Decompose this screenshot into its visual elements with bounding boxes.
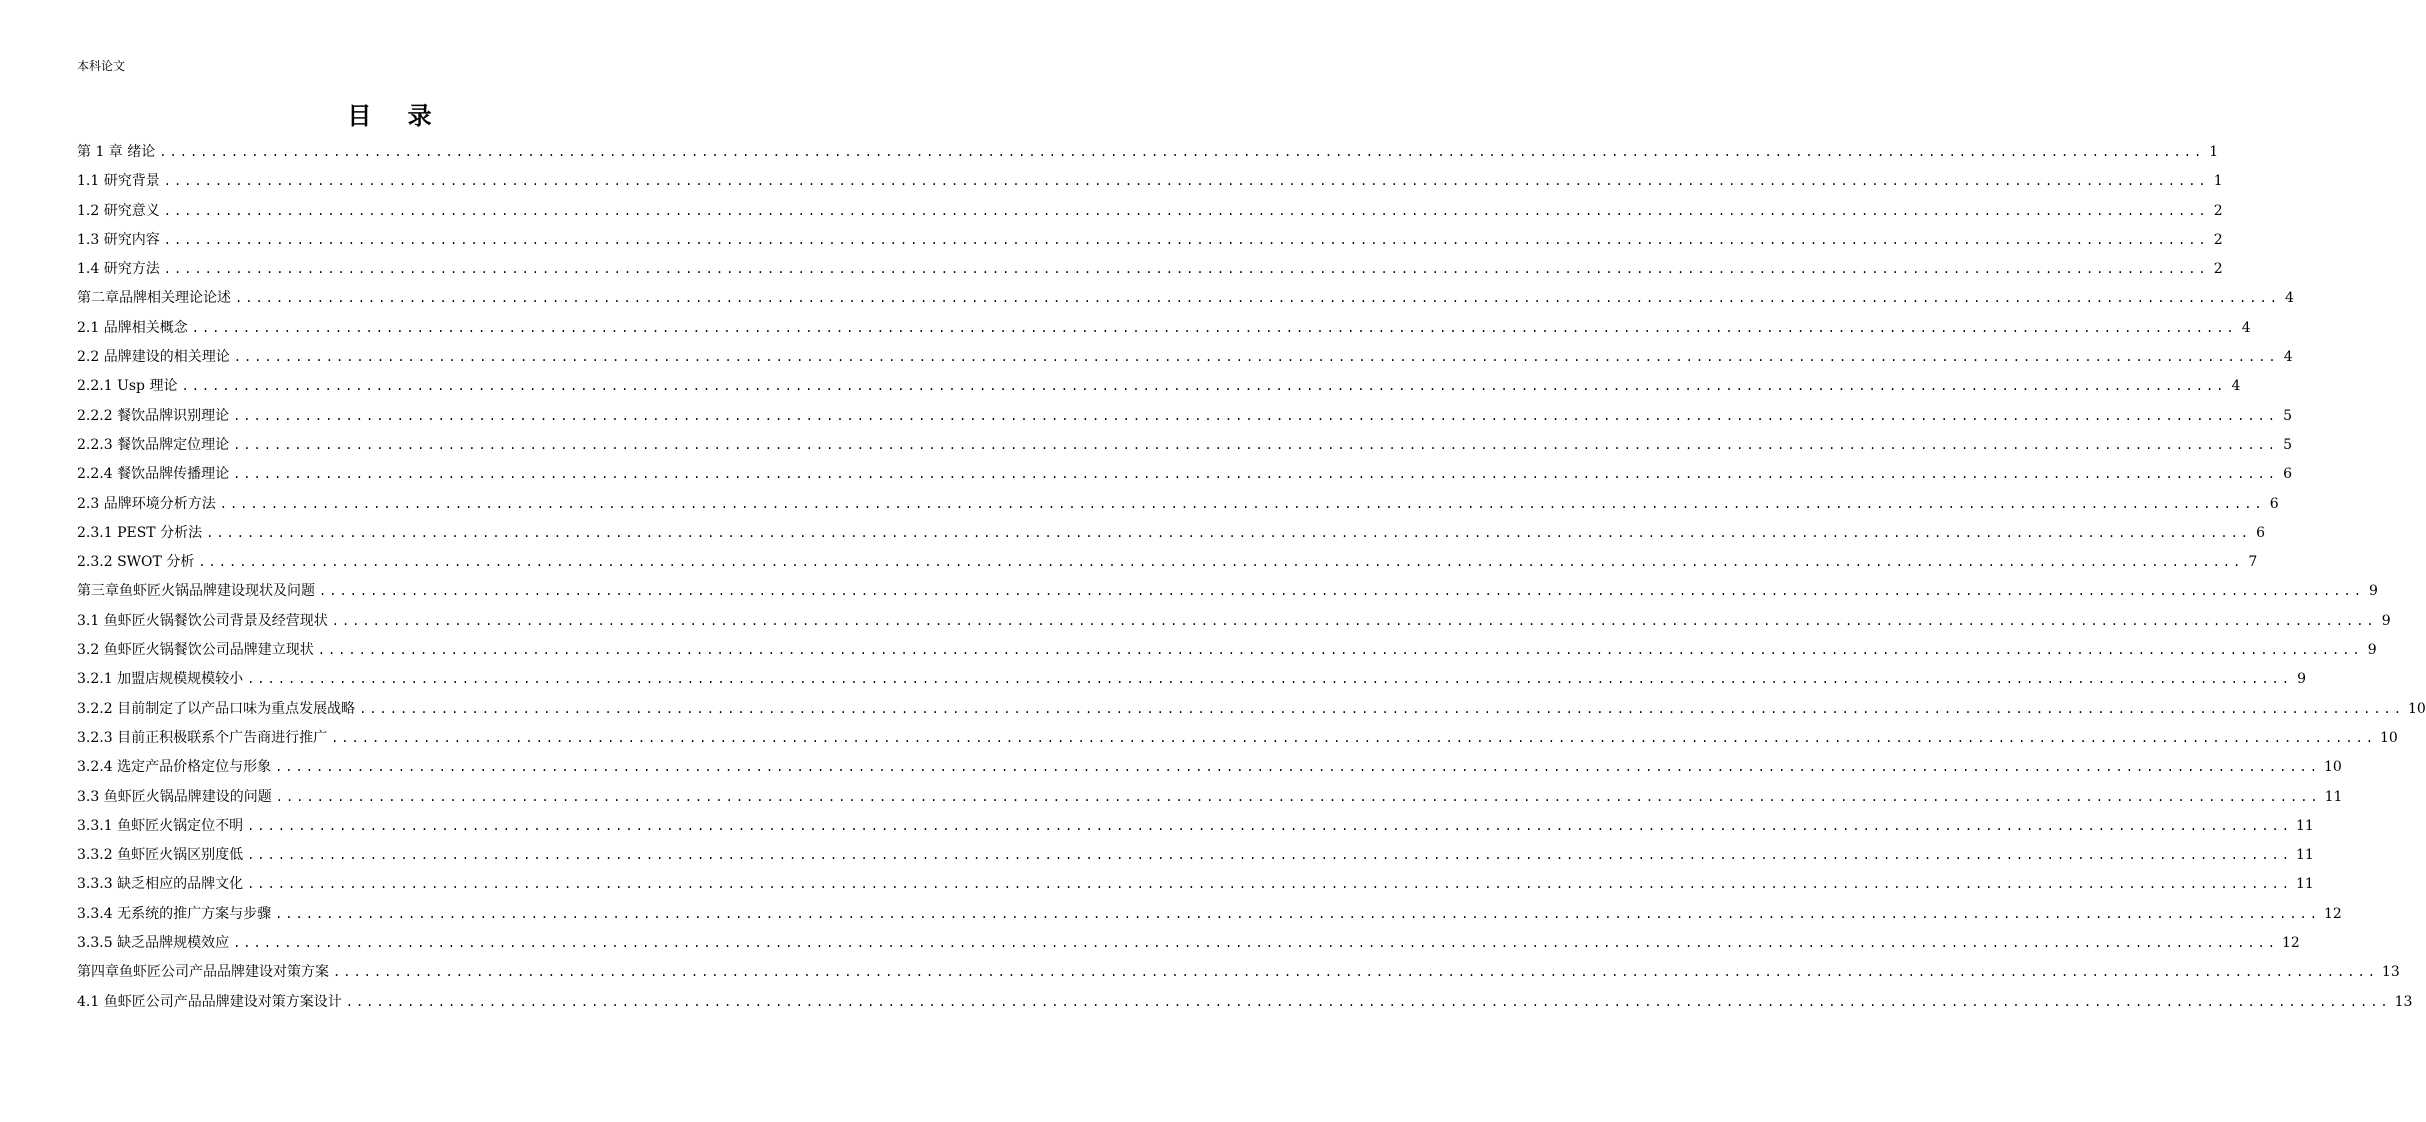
toc-dot-leader: ........................................................................................................................................................................................................ bbox=[247, 848, 2292, 863]
toc-entry-title: 3.2.2 目前制定了以产品口味为重点发展战略 bbox=[77, 700, 356, 717]
toc-entry[interactable] bbox=[77, 783, 2343, 812]
toc-entry[interactable] bbox=[77, 812, 2314, 841]
toc-dot-leader: ........................................................................................................................................................................................................ bbox=[247, 672, 2292, 687]
toc-entry-page-number: 9 bbox=[2369, 583, 2378, 600]
toc-entry-title: 第三章鱼虾匠火锅品牌建设现状及问题 bbox=[77, 583, 315, 600]
toc-entry-page-number: 10 bbox=[2408, 700, 2426, 717]
toc-entry[interactable] bbox=[77, 548, 2258, 577]
toc-entry[interactable] bbox=[77, 753, 2342, 782]
toc-entry-page-number: 11 bbox=[2296, 817, 2314, 834]
toc-entry-title: 3.1 鱼虾匠火锅餐饮公司背景及经营现状 bbox=[77, 612, 328, 629]
toc-entry-page-number: 10 bbox=[2324, 759, 2342, 776]
toc-entry-page-number: 4 bbox=[2241, 319, 2251, 336]
toc-entry-page-number: 4 bbox=[2285, 290, 2294, 307]
toc-entry-title: 2.1 品牌相关概念 bbox=[77, 319, 188, 336]
toc-entry-page-number: 9 bbox=[2381, 612, 2391, 629]
toc-entry[interactable] bbox=[77, 138, 2219, 167]
toc-entry[interactable] bbox=[77, 519, 2266, 548]
toc-entry[interactable] bbox=[77, 841, 2314, 870]
toc-entry[interactable] bbox=[77, 900, 2342, 929]
toc-dot-leader: ........................................................................................................................................................................................................ bbox=[163, 262, 2209, 277]
toc-entry[interactable] bbox=[77, 284, 2294, 313]
toc-entry[interactable] bbox=[77, 490, 2279, 519]
toc-dot-leader: ........................................................................................................................................................................................................ bbox=[159, 145, 2205, 159]
toc-dot-leader: ........................................................................................................................................................................................................ bbox=[163, 232, 2209, 247]
toc-entry-page-number: 2 bbox=[2213, 261, 2223, 278]
toc-entry-page-number: 11 bbox=[2324, 788, 2343, 805]
toc-entry[interactable] bbox=[77, 870, 2314, 899]
toc-entry-page-number: 11 bbox=[2296, 847, 2314, 864]
toc-entry[interactable] bbox=[77, 431, 2292, 460]
toc-entry-title: 1.3 研究内容 bbox=[77, 231, 160, 248]
toc-entry[interactable] bbox=[77, 958, 2400, 987]
toc-entry-title: 2.2.3 餐饮品牌定位理论 bbox=[77, 436, 230, 453]
toc-entry-page-number: 12 bbox=[2324, 905, 2342, 922]
toc-entry[interactable] bbox=[77, 343, 2293, 372]
toc-entry[interactable] bbox=[77, 372, 2241, 401]
toc-dot-leader: ........................................................................................................................................................................................................ bbox=[319, 584, 2364, 599]
toc-dot-leader: ........................................................................................................................................................................................................ bbox=[219, 496, 2265, 511]
toc-entry-title: 3.3.5 缺乏品牌规模效应 bbox=[77, 935, 230, 952]
toc-entry[interactable] bbox=[77, 314, 2251, 343]
toc-dot-leader: ........................................................................................................................................................................................................ bbox=[233, 350, 2279, 365]
toc-dot-leader: ........................................................................................................................................................................................................ bbox=[181, 379, 2227, 394]
toc-entry[interactable] bbox=[77, 577, 2378, 606]
toc-dot-leader: ........................................................................................................................................................................................................ bbox=[247, 818, 2292, 833]
toc-entry-page-number: 12 bbox=[2282, 935, 2300, 952]
toc-entry-title: 3.3.1 鱼虾匠火锅定位不明 bbox=[77, 817, 244, 834]
toc-entry[interactable] bbox=[77, 636, 2377, 665]
toc-entry-page-number: 2 bbox=[2213, 202, 2223, 219]
toc-entry-title: 3.2.4 选定产品价格定位与形象 bbox=[77, 759, 272, 776]
toc-entry[interactable] bbox=[77, 402, 2292, 431]
toc-entry-title: 2.2.1 Usp 理论 bbox=[77, 378, 178, 395]
toc-entry-title: 1.1 研究背景 bbox=[77, 173, 160, 190]
toc-entry-title: 3.3 鱼虾匠火锅品牌建设的问题 bbox=[77, 788, 272, 805]
toc-dot-leader: ........................................................................................................................................................................................................ bbox=[275, 906, 2320, 921]
toc-entry-page-number: 1 bbox=[2209, 144, 2219, 160]
document-header-label: 本科论文 bbox=[77, 59, 126, 73]
toc-entry-page-number: 7 bbox=[2248, 554, 2258, 571]
toc-entry-page-number: 5 bbox=[2283, 436, 2292, 453]
toc-entry[interactable] bbox=[77, 460, 2292, 489]
toc-entry-title: 第二章品牌相关理论论述 bbox=[77, 290, 231, 307]
toc-dot-leader: ........................................................................................................................................................................................................ bbox=[275, 760, 2320, 775]
toc-entry-page-number: 13 bbox=[2394, 993, 2413, 1010]
toc-entry[interactable] bbox=[77, 929, 2300, 958]
toc-entry-title: 3.2.1 加盟店规模规模较小 bbox=[77, 671, 244, 688]
toc-entry-title: 1.2 研究意义 bbox=[77, 202, 160, 219]
toc-entry-page-number: 1 bbox=[2213, 173, 2223, 190]
toc-dot-leader: ........................................................................................................................................................................................................ bbox=[359, 701, 2404, 716]
toc-entry[interactable] bbox=[77, 255, 2223, 284]
toc-entry-title: 3.3.2 鱼虾匠火锅区别度低 bbox=[77, 847, 244, 864]
toc-entry-title: 2.3 品牌环境分析方法 bbox=[77, 495, 216, 512]
toc-entry-page-number: 4 bbox=[2231, 378, 2241, 395]
toc-entry[interactable] bbox=[77, 724, 2398, 753]
toc-entry-page-number: 6 bbox=[2256, 524, 2266, 541]
toc-dot-leader: ........................................................................................................................................................................................................ bbox=[163, 174, 2209, 189]
toc-dot-leader: ........................................................................................................................................................................................................ bbox=[235, 291, 2280, 306]
toc-dot-leader: ........................................................................................................................................................................................................ bbox=[233, 936, 2278, 951]
toc-dot-leader: ........................................................................................................................................................................................................ bbox=[206, 525, 2252, 540]
toc-entry-title: 2.3.1 PEST 分析法 bbox=[77, 524, 203, 541]
toc-entry-page-number: 6 bbox=[2283, 466, 2292, 483]
toc-entry-page-number: 13 bbox=[2381, 964, 2400, 981]
toc-dot-leader: ........................................................................................................................................................................................................ bbox=[198, 555, 2244, 570]
toc-entry-page-number: 2 bbox=[2213, 231, 2223, 248]
toc-entry-page-number: 6 bbox=[2269, 495, 2279, 512]
toc-entry-title: 3.2.3 目前正积极联系个广告商进行推广 bbox=[77, 729, 328, 746]
toc-entry-page-number: 11 bbox=[2296, 876, 2314, 893]
toc-entry-title: 第 1 章 绪论 bbox=[77, 144, 156, 160]
toc-dot-leader: ........................................................................................................................................................................................................ bbox=[333, 965, 2378, 980]
toc-dot-leader: ........................................................................................................................................................................................................ bbox=[331, 730, 2376, 745]
toc-dot-leader: ........................................................................................................................................................................................................ bbox=[233, 467, 2278, 482]
toc-entry-title: 2.2.2 餐饮品牌识别理论 bbox=[77, 407, 230, 424]
toc-entry-title: 2.2.4 餐饮品牌传播理论 bbox=[77, 466, 230, 483]
toc-entry-title: 1.4 研究方法 bbox=[77, 261, 160, 278]
toc-entry[interactable] bbox=[77, 988, 2413, 1017]
toc-entry[interactable] bbox=[77, 226, 2223, 255]
toc-dot-leader: ........................................................................................................................................................................................................ bbox=[331, 613, 2377, 628]
toc-entry-title: 3.2 鱼虾匠火锅餐饮公司品牌建立现状 bbox=[77, 642, 314, 659]
toc-dot-leader: ........................................................................................................................................................................................................ bbox=[163, 203, 2209, 218]
page-title: 目 录 bbox=[347, 102, 446, 130]
toc-entry[interactable] bbox=[77, 665, 2306, 694]
toc-dot-leader: ........................................................................................................................................................................................................ bbox=[317, 643, 2363, 658]
toc-entry-page-number: 4 bbox=[2283, 349, 2293, 366]
toc-entry-page-number: 9 bbox=[2367, 642, 2377, 659]
toc-entry-page-number: 5 bbox=[2283, 407, 2292, 424]
toc-entry-title: 2.3.2 SWOT 分析 bbox=[77, 554, 195, 571]
toc-dot-leader: ........................................................................................................................................................................................................ bbox=[345, 994, 2391, 1009]
toc-entry[interactable] bbox=[77, 695, 2426, 724]
toc-entry-title: 3.3.3 缺乏相应的品牌文化 bbox=[77, 876, 244, 893]
toc-dot-leader: ........................................................................................................................................................................................................ bbox=[233, 408, 2278, 423]
toc-entry[interactable] bbox=[77, 607, 2391, 636]
toc-entry-page-number: 9 bbox=[2297, 671, 2306, 688]
toc-dot-leader: ........................................................................................................................................................................................................ bbox=[233, 437, 2278, 452]
toc-dot-leader: ........................................................................................................................................................................................................ bbox=[275, 789, 2321, 804]
toc-entry-title: 2.2 品牌建设的相关理论 bbox=[77, 349, 230, 366]
table-of-contents bbox=[77, 138, 2426, 1017]
toc-entry[interactable] bbox=[77, 197, 2223, 226]
toc-entry-title: 第四章鱼虾匠公司产品品牌建设对策方案 bbox=[77, 964, 329, 981]
toc-dot-leader: ........................................................................................................................................................................................................ bbox=[247, 877, 2292, 892]
toc-entry-title: 3.3.4 无系统的推广方案与步骤 bbox=[77, 905, 272, 922]
toc-dot-leader: ........................................................................................................................................................................................................ bbox=[191, 320, 2237, 335]
toc-entry-title: 4.1 鱼虾匠公司产品品牌建设对策方案设计 bbox=[77, 993, 342, 1010]
toc-entry[interactable] bbox=[77, 167, 2223, 196]
toc-entry-page-number: 10 bbox=[2380, 729, 2398, 746]
